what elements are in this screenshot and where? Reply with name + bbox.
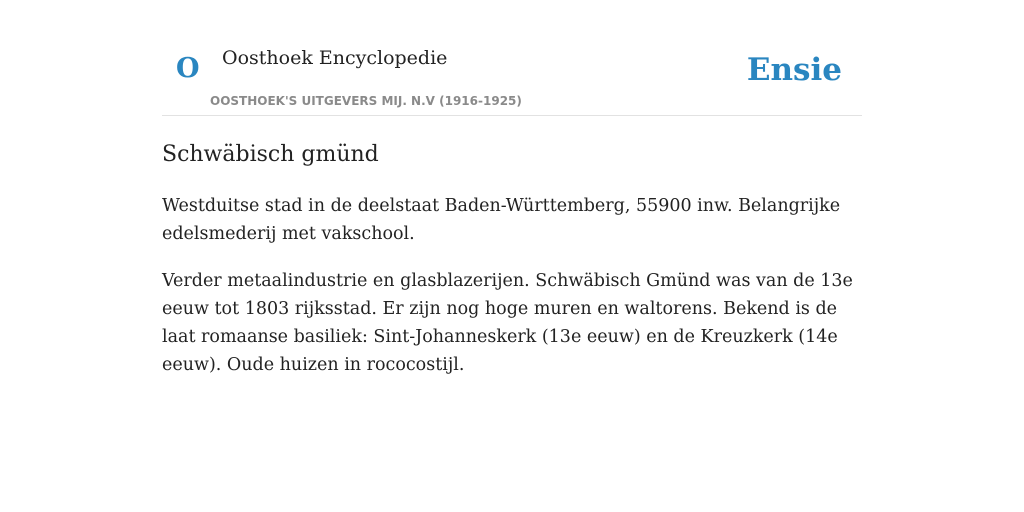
ensie-logo-link[interactable]: Ensie	[746, 52, 842, 88]
entry-paragraph-2: Verder metaalindustrie en glasblazerijen. Schwäbisch Gmünd was van de 13e eeuw tot 1803 rijksstad. Er zijn nog hoge muren en waltorens. Bekend is de laat romaanse basiliek: Sint-Johanneskerk (13e eeuw) en de Kreuzkerk (14e eeuw). Oude huizen in rococostijl.	[162, 271, 853, 375]
entry-title: Schwäbisch gmünd	[162, 142, 379, 167]
entry-paragraph-1: Westduitse stad in de deelstaat Baden-Württemberg, 55900 inw. Belangrijke edelsmederij met vakschool.	[162, 196, 841, 244]
site-header	[162, 36, 862, 116]
publisher-label: OOSTHOEK'S UITGEVERS MIJ. N.V (1916-1925)	[210, 94, 522, 108]
book-title-link[interactable]: Oosthoek Encyclopedie	[222, 47, 448, 69]
oosthoek-logo[interactable]: O	[176, 53, 200, 84]
